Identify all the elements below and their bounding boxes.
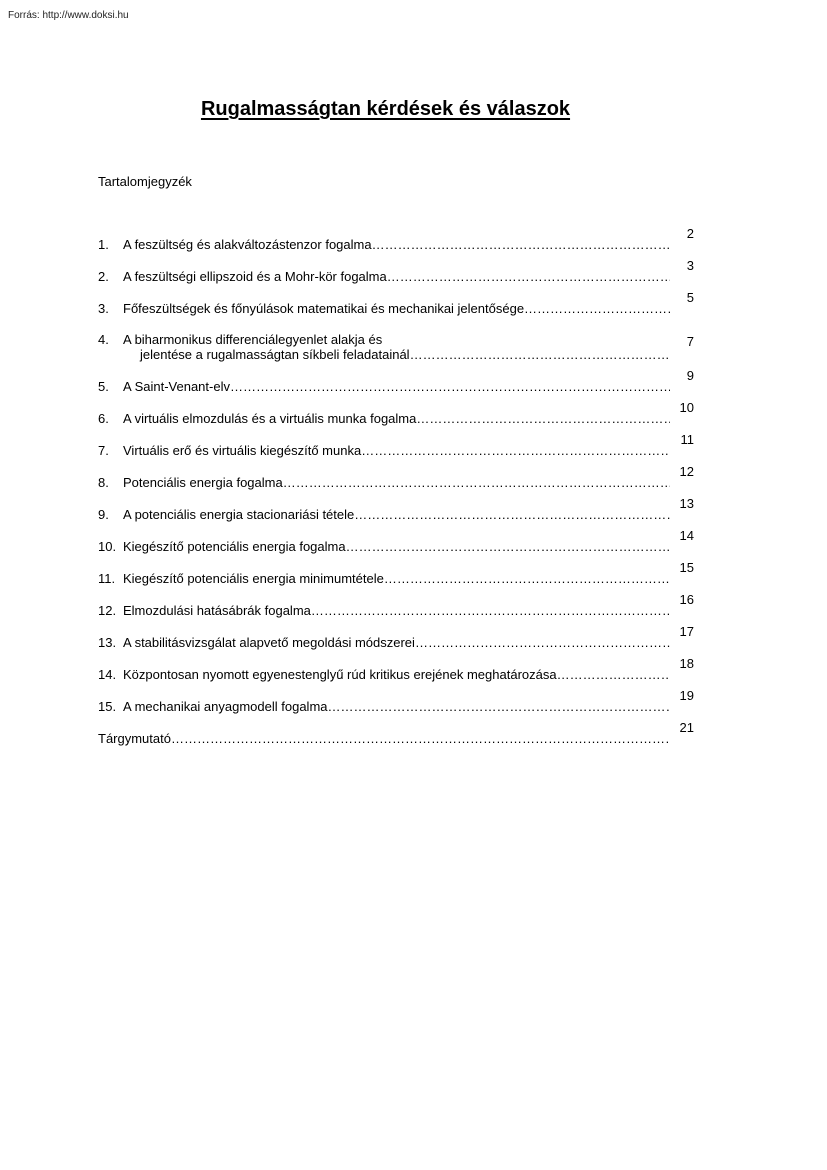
toc-leader-dots (283, 475, 670, 490)
toc-entry-number: 1. (98, 237, 109, 252)
toc-leader-dots (354, 507, 670, 522)
toc-leader-dots (415, 635, 670, 650)
toc-entry-number: 4. (98, 332, 109, 347)
toc-entry-number: 12. (98, 603, 117, 618)
toc-entry[interactable] (98, 432, 698, 464)
toc-entry-title: A potenciális energia stacionariási tétele (123, 507, 355, 522)
toc-entry-title: A feszültség és alakváltozástenzor fogalma (123, 237, 372, 252)
toc-entry[interactable] (98, 496, 698, 528)
toc-leader-dots (372, 237, 670, 252)
toc-entry-title: A mechanikai anyagmodell fogalma (123, 699, 328, 714)
toc-entry-number: 6. (98, 411, 109, 426)
toc-leader-dots (410, 347, 670, 362)
toc-entry-page: 19 (679, 688, 694, 703)
toc-leader-dots (230, 379, 670, 394)
toc-entry-title: Tárgymutató (98, 731, 171, 746)
toc-entry-title-continued: jelentése a rugalmasságtan síkbeli feladatainál (140, 347, 410, 362)
document-title: Rugalmasságtan kérdések és válaszok (200, 98, 571, 120)
toc-entry-title: Elmozdulási hatásábrák fogalma (123, 603, 311, 618)
toc-entry-page: 11 (680, 432, 694, 447)
toc-entry-title: A feszültségi ellipszoid és a Mohr-kör fogalma (123, 269, 387, 284)
toc-entry-number: 2. (98, 269, 109, 284)
toc-heading: Tartalomjegyzék (98, 174, 192, 189)
toc-entry-page: 12 (679, 464, 694, 479)
toc-entry[interactable] (98, 400, 698, 432)
toc-entry-number: 13. (98, 635, 117, 650)
toc-entry[interactable] (98, 226, 698, 258)
toc-leader-dots (361, 443, 670, 458)
toc-entry-page: 10 (679, 400, 694, 415)
toc-entry[interactable] (98, 368, 698, 400)
toc-entry[interactable] (98, 656, 698, 688)
toc-entry-number: 7. (98, 443, 109, 458)
toc-entry[interactable] (98, 258, 698, 290)
toc-leader-dots (387, 269, 670, 284)
toc-entry-number: 10. (98, 539, 117, 554)
toc-entry-page: 14 (679, 528, 694, 543)
toc-entry-number: 5. (98, 379, 109, 394)
toc-entry-title: Kiegészítő potenciális energia fogalma (123, 539, 346, 554)
toc-entry-title: A Saint-Venant-elv (123, 379, 230, 394)
toc-entry-page: 3 (686, 258, 694, 273)
toc-leader-dots (346, 539, 670, 554)
toc-entry-title: Kiegészítő potenciális energia minimumtétele (123, 571, 384, 586)
toc-entry-page: 17 (679, 624, 694, 639)
toc-entry[interactable] (98, 290, 698, 322)
toc-entry-number: 8. (98, 475, 109, 490)
toc-entry-page: 18 (679, 656, 694, 671)
toc-leader-dots (384, 571, 670, 586)
toc-entry-page: 2 (686, 226, 694, 241)
source-note: Forrás: http://www.doksi.hu (8, 10, 129, 21)
toc-entry-title: Központosan nyomott egyenestenglyű rúd kritikus erejének meghatározása (123, 667, 557, 682)
toc-entry[interactable] (98, 528, 698, 560)
toc-entry[interactable] (98, 464, 698, 496)
toc-entry-title: A biharmonikus differenciálegyenlet alakja és (123, 332, 383, 347)
toc-entry-page: 16 (679, 592, 694, 607)
toc-entry-index[interactable] (98, 720, 698, 752)
toc-entry-page: 15 (679, 560, 694, 575)
toc-leader-dots (524, 301, 670, 316)
toc-entry-number: 9. (98, 507, 109, 522)
toc-entry-page: 5 (686, 290, 694, 305)
toc-leader-dots (328, 699, 670, 714)
table-of-contents (98, 226, 698, 752)
toc-entry[interactable] (98, 592, 698, 624)
toc-entry-page: 9 (686, 368, 694, 383)
toc-entry-title: A virtuális elmozdulás és a virtuális munka fogalma (123, 411, 417, 426)
toc-entry-title: Virtuális erő és virtuális kiegészítő munka (123, 443, 362, 458)
toc-entry[interactable] (98, 688, 698, 720)
toc-entry-page: 7 (686, 334, 694, 349)
toc-entry-number: 14. (98, 667, 117, 682)
toc-entry[interactable] (98, 322, 698, 368)
toc-entry[interactable] (98, 624, 698, 656)
toc-entry-number: 15. (98, 699, 117, 714)
toc-entry[interactable] (98, 560, 698, 592)
toc-leader-dots (416, 411, 670, 426)
toc-leader-dots (311, 603, 670, 618)
toc-entry-title: Potenciális energia fogalma (123, 475, 283, 490)
toc-entry-page: 13 (679, 496, 694, 511)
toc-leader-dots (171, 731, 670, 746)
toc-entry-number: 3. (98, 301, 109, 316)
toc-entry-title: Főfeszültségek és főnyúlások matematikai és mechanikai jelentősége (123, 301, 525, 316)
toc-entry-title: A stabilitásvizsgálat alapvető megoldási módszerei (123, 635, 415, 650)
toc-entry-number: 11. (98, 571, 116, 586)
toc-entry-page: 21 (679, 720, 694, 735)
toc-leader-dots (557, 667, 670, 682)
